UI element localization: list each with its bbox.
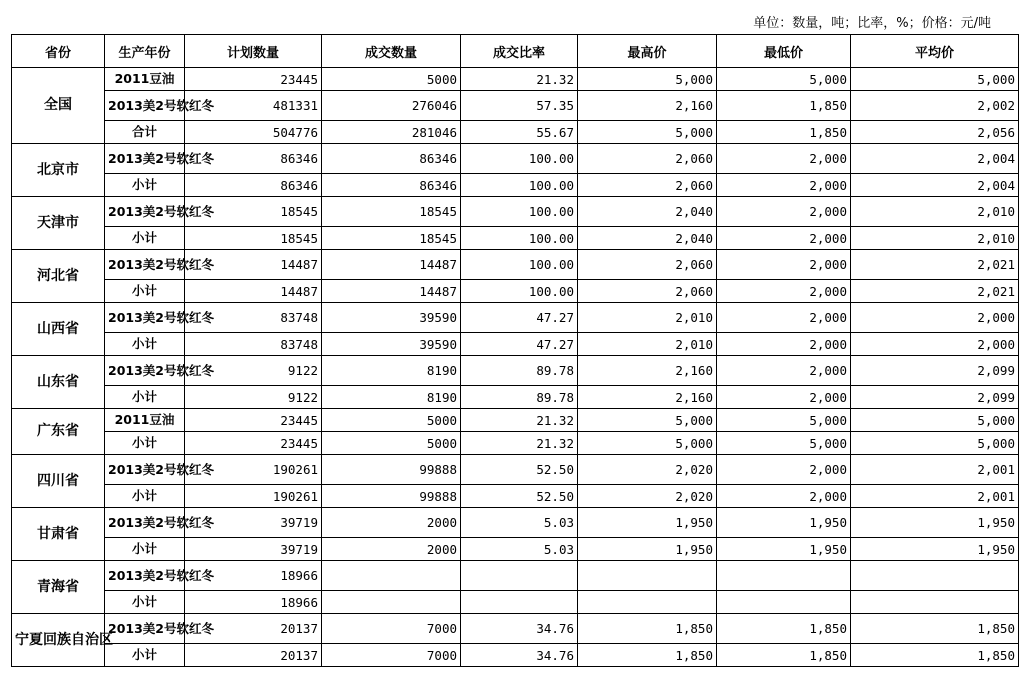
table-row xyxy=(12,197,1019,227)
province-cell: 四川省 xyxy=(12,455,105,508)
max-price-cell: 2,060 xyxy=(578,144,717,174)
deal-ratio-cell: 5.03 xyxy=(461,508,578,538)
deal-qty-cell: 39590 xyxy=(322,333,461,356)
year-cell: 2013美2号软红冬 xyxy=(105,614,185,644)
min-price-cell: 2,000 xyxy=(717,386,851,409)
min-price-cell: 2,000 xyxy=(717,356,851,386)
plan-qty-cell: 23445 xyxy=(185,409,322,432)
deal-ratio-cell: 21.32 xyxy=(461,432,578,455)
year-cell: 小计 xyxy=(105,432,185,455)
deal-qty-cell: 18545 xyxy=(322,197,461,227)
deal-qty-cell: 86346 xyxy=(322,144,461,174)
province-cell: 山东省 xyxy=(12,356,105,409)
avg-price-cell: 1,950 xyxy=(851,508,1019,538)
max-price-cell: 2,160 xyxy=(578,91,717,121)
table-row xyxy=(12,144,1019,174)
table-row xyxy=(12,121,1019,144)
min-price-cell: 2,000 xyxy=(717,280,851,303)
table-row xyxy=(12,614,1019,644)
deal-qty-cell xyxy=(322,591,461,614)
min-price-cell: 2,000 xyxy=(717,144,851,174)
deal-qty-cell: 14487 xyxy=(322,250,461,280)
year-cell: 小计 xyxy=(105,644,185,667)
plan-qty-cell: 481331 xyxy=(185,91,322,121)
min-price-cell: 2,000 xyxy=(717,303,851,333)
deal-ratio-cell: 34.76 xyxy=(461,614,578,644)
year-cell: 小计 xyxy=(105,174,185,197)
table-row xyxy=(12,227,1019,250)
year-cell: 2013美2号软红冬 xyxy=(105,303,185,333)
max-price-cell: 1,850 xyxy=(578,614,717,644)
max-price-cell: 1,850 xyxy=(578,644,717,667)
table-row xyxy=(12,386,1019,409)
year-cell: 2011豆油 xyxy=(105,409,185,432)
avg-price-cell: 2,000 xyxy=(851,333,1019,356)
min-price-cell: 1,850 xyxy=(717,644,851,667)
year-cell: 2013美2号软红冬 xyxy=(105,455,185,485)
province-cell: 天津市 xyxy=(12,197,105,250)
min-price-cell: 2,000 xyxy=(717,455,851,485)
table-row xyxy=(12,644,1019,667)
avg-price-cell: 2,010 xyxy=(851,197,1019,227)
deal-ratio-cell: 89.78 xyxy=(461,386,578,409)
year-cell: 2013美2号软红冬 xyxy=(105,561,185,591)
deal-qty-cell: 18545 xyxy=(322,227,461,250)
plan-qty-cell: 39719 xyxy=(185,538,322,561)
avg-price-cell: 2,000 xyxy=(851,303,1019,333)
header-plan-qty: 计划数量 xyxy=(185,35,322,68)
table-row xyxy=(12,508,1019,538)
header-row xyxy=(12,35,1019,68)
province-cell: 全国 xyxy=(12,68,105,144)
max-price-cell: 1,950 xyxy=(578,508,717,538)
plan-qty-cell: 23445 xyxy=(185,432,322,455)
deal-ratio-cell: 47.27 xyxy=(461,333,578,356)
deal-qty-cell: 276046 xyxy=(322,91,461,121)
max-price-cell: 2,020 xyxy=(578,485,717,508)
deal-ratio-cell: 52.50 xyxy=(461,455,578,485)
avg-price-cell: 2,001 xyxy=(851,485,1019,508)
avg-price-cell: 2,002 xyxy=(851,91,1019,121)
max-price-cell: 2,020 xyxy=(578,455,717,485)
deal-ratio-cell: 100.00 xyxy=(461,280,578,303)
deal-ratio-cell: 100.00 xyxy=(461,174,578,197)
table-row xyxy=(12,591,1019,614)
min-price-cell xyxy=(717,591,851,614)
deal-qty-cell: 7000 xyxy=(322,644,461,667)
min-price-cell: 5,000 xyxy=(717,432,851,455)
table-row xyxy=(12,409,1019,432)
deal-qty-cell: 8190 xyxy=(322,356,461,386)
plan-qty-cell: 86346 xyxy=(185,144,322,174)
min-price-cell: 1,850 xyxy=(717,614,851,644)
deal-qty-cell: 5000 xyxy=(322,432,461,455)
min-price-cell: 1,950 xyxy=(717,538,851,561)
avg-price-cell: 2,056 xyxy=(851,121,1019,144)
deal-qty-cell xyxy=(322,561,461,591)
avg-price-cell: 2,099 xyxy=(851,386,1019,409)
avg-price-cell xyxy=(851,561,1019,591)
deal-ratio-cell: 47.27 xyxy=(461,303,578,333)
header-max-price: 最高价 xyxy=(578,35,717,68)
year-cell: 2013美2号软红冬 xyxy=(105,508,185,538)
deal-ratio-cell: 21.32 xyxy=(461,409,578,432)
unit-note: 单位：数量，吨；比率，%；价格：元/吨 xyxy=(753,16,991,31)
plan-qty-cell: 18545 xyxy=(185,227,322,250)
plan-qty-cell: 86346 xyxy=(185,174,322,197)
min-price-cell: 2,000 xyxy=(717,250,851,280)
max-price-cell: 2,010 xyxy=(578,333,717,356)
deal-ratio-cell xyxy=(461,561,578,591)
year-cell: 小计 xyxy=(105,538,185,561)
plan-qty-cell: 9122 xyxy=(185,386,322,409)
plan-qty-cell: 504776 xyxy=(185,121,322,144)
max-price-cell: 2,060 xyxy=(578,174,717,197)
year-cell: 小计 xyxy=(105,386,185,409)
table-row xyxy=(12,303,1019,333)
year-cell: 小计 xyxy=(105,280,185,303)
deal-ratio-cell: 55.67 xyxy=(461,121,578,144)
table-row xyxy=(12,333,1019,356)
header-avg-price: 平均价 xyxy=(851,35,1019,68)
avg-price-cell: 2,004 xyxy=(851,144,1019,174)
table-row xyxy=(12,432,1019,455)
plan-qty-cell: 18545 xyxy=(185,197,322,227)
plan-qty-cell: 9122 xyxy=(185,356,322,386)
deal-ratio-cell: 57.35 xyxy=(461,91,578,121)
deal-qty-cell: 281046 xyxy=(322,121,461,144)
header-min-price: 最低价 xyxy=(717,35,851,68)
table-body xyxy=(12,68,1019,667)
table-row xyxy=(12,250,1019,280)
avg-price-cell: 2,099 xyxy=(851,356,1019,386)
max-price-cell: 2,010 xyxy=(578,303,717,333)
min-price-cell: 1,850 xyxy=(717,91,851,121)
min-price-cell: 1,950 xyxy=(717,508,851,538)
table-row xyxy=(12,91,1019,121)
deal-ratio-cell: 89.78 xyxy=(461,356,578,386)
year-cell: 2013美2号软红冬 xyxy=(105,250,185,280)
min-price-cell: 5,000 xyxy=(717,68,851,91)
plan-qty-cell: 20137 xyxy=(185,614,322,644)
year-cell: 小计 xyxy=(105,333,185,356)
header-deal-ratio: 成交比率 xyxy=(461,35,578,68)
avg-price-cell: 2,021 xyxy=(851,280,1019,303)
max-price-cell: 5,000 xyxy=(578,121,717,144)
table-row xyxy=(12,538,1019,561)
deal-qty-cell: 39590 xyxy=(322,303,461,333)
avg-price-cell: 2,001 xyxy=(851,455,1019,485)
plan-qty-cell: 190261 xyxy=(185,485,322,508)
header-deal-qty: 成交数量 xyxy=(322,35,461,68)
avg-price-cell: 1,950 xyxy=(851,538,1019,561)
deal-qty-cell: 14487 xyxy=(322,280,461,303)
max-price-cell: 1,950 xyxy=(578,538,717,561)
deal-qty-cell: 2000 xyxy=(322,508,461,538)
deal-ratio-cell: 100.00 xyxy=(461,197,578,227)
header-year: 生产年份 xyxy=(105,35,185,68)
province-cell: 广东省 xyxy=(12,409,105,455)
deal-qty-cell: 99888 xyxy=(322,455,461,485)
year-cell: 2013美2号软红冬 xyxy=(105,197,185,227)
deal-ratio-cell: 34.76 xyxy=(461,644,578,667)
max-price-cell xyxy=(578,561,717,591)
province-cell: 北京市 xyxy=(12,144,105,197)
year-cell: 小计 xyxy=(105,485,185,508)
province-cell: 山西省 xyxy=(12,303,105,356)
province-cell: 青海省 xyxy=(12,561,105,614)
deal-ratio-cell: 100.00 xyxy=(461,250,578,280)
min-price-cell: 2,000 xyxy=(717,227,851,250)
plan-qty-cell: 23445 xyxy=(185,68,322,91)
deal-qty-cell: 99888 xyxy=(322,485,461,508)
plan-qty-cell: 18966 xyxy=(185,561,322,591)
min-price-cell: 2,000 xyxy=(717,485,851,508)
max-price-cell: 2,160 xyxy=(578,356,717,386)
deal-qty-cell: 7000 xyxy=(322,614,461,644)
year-cell: 2011豆油 xyxy=(105,68,185,91)
table-row xyxy=(12,455,1019,485)
max-price-cell: 5,000 xyxy=(578,68,717,91)
avg-price-cell xyxy=(851,591,1019,614)
plan-qty-cell: 14487 xyxy=(185,280,322,303)
deal-ratio-cell: 21.32 xyxy=(461,68,578,91)
max-price-cell: 2,060 xyxy=(578,280,717,303)
deal-qty-cell: 5000 xyxy=(322,68,461,91)
table-row xyxy=(12,174,1019,197)
plan-qty-cell: 39719 xyxy=(185,508,322,538)
province-cell: 甘肃省 xyxy=(12,508,105,561)
table-row xyxy=(12,68,1019,91)
plan-qty-cell: 14487 xyxy=(185,250,322,280)
deal-qty-cell: 8190 xyxy=(322,386,461,409)
plan-qty-cell: 83748 xyxy=(185,333,322,356)
table-row xyxy=(12,561,1019,591)
min-price-cell: 1,850 xyxy=(717,121,851,144)
year-cell: 2013美2号软红冬 xyxy=(105,356,185,386)
min-price-cell xyxy=(717,561,851,591)
avg-price-cell: 2,021 xyxy=(851,250,1019,280)
deal-qty-cell: 86346 xyxy=(322,174,461,197)
avg-price-cell: 2,004 xyxy=(851,174,1019,197)
min-price-cell: 5,000 xyxy=(717,409,851,432)
avg-price-cell: 5,000 xyxy=(851,432,1019,455)
auction-results-table xyxy=(11,34,1019,667)
max-price-cell xyxy=(578,591,717,614)
avg-price-cell: 5,000 xyxy=(851,409,1019,432)
avg-price-cell: 1,850 xyxy=(851,614,1019,644)
deal-ratio-cell: 5.03 xyxy=(461,538,578,561)
deal-ratio-cell xyxy=(461,591,578,614)
avg-price-cell: 1,850 xyxy=(851,644,1019,667)
table-row xyxy=(12,280,1019,303)
province-cell: 河北省 xyxy=(12,250,105,303)
plan-qty-cell: 190261 xyxy=(185,455,322,485)
max-price-cell: 2,040 xyxy=(578,197,717,227)
year-cell: 2013美2号软红冬 xyxy=(105,91,185,121)
table-row xyxy=(12,356,1019,386)
avg-price-cell: 2,010 xyxy=(851,227,1019,250)
province-cell: 宁夏回族自治区 xyxy=(12,614,105,667)
plan-qty-cell: 20137 xyxy=(185,644,322,667)
max-price-cell: 5,000 xyxy=(578,409,717,432)
year-cell: 合计 xyxy=(105,121,185,144)
max-price-cell: 2,060 xyxy=(578,250,717,280)
deal-ratio-cell: 100.00 xyxy=(461,227,578,250)
plan-qty-cell: 18966 xyxy=(185,591,322,614)
min-price-cell: 2,000 xyxy=(717,174,851,197)
table-row xyxy=(12,485,1019,508)
max-price-cell: 2,040 xyxy=(578,227,717,250)
year-cell: 2013美2号软红冬 xyxy=(105,144,185,174)
avg-price-cell: 5,000 xyxy=(851,68,1019,91)
plan-qty-cell: 83748 xyxy=(185,303,322,333)
deal-qty-cell: 5000 xyxy=(322,409,461,432)
header-province: 省份 xyxy=(12,35,105,68)
year-cell: 小计 xyxy=(105,591,185,614)
min-price-cell: 2,000 xyxy=(717,197,851,227)
deal-ratio-cell: 100.00 xyxy=(461,144,578,174)
deal-ratio-cell: 52.50 xyxy=(461,485,578,508)
max-price-cell: 2,160 xyxy=(578,386,717,409)
min-price-cell: 2,000 xyxy=(717,333,851,356)
year-cell: 小计 xyxy=(105,227,185,250)
deal-qty-cell: 2000 xyxy=(322,538,461,561)
max-price-cell: 5,000 xyxy=(578,432,717,455)
